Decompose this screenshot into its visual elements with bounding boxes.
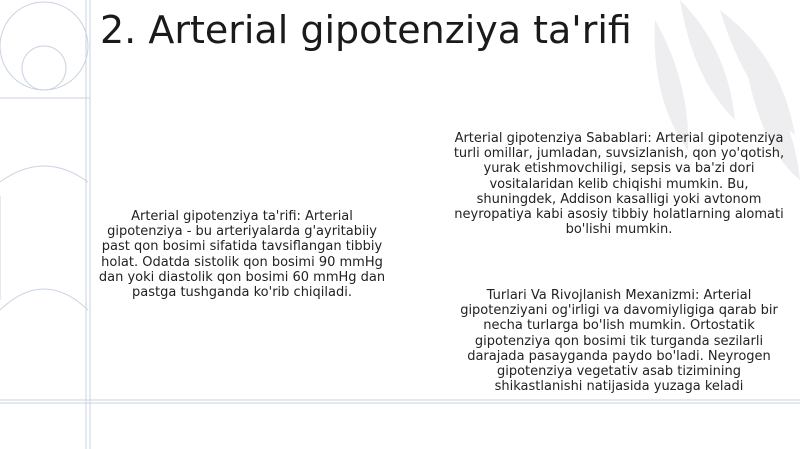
definition-text: Arterial gipotenziya ta'rifi: Arterial gipotenziya - bu arteriyalarda g'ayritabiiy past qon bosimi sifatida tavsiflangan tibbiy holat. Odatda sistolik qon bosimi 90 mmHg dan yoki diastolik qon bosimi 60 mmHg dan pastga tushganda ko'rib chiqiladi. [98, 209, 386, 301]
slide-title: 2. Arterial gipotenziya ta'rifi [100, 8, 632, 52]
types-text: Turlari Va Rivojlanish Mexanizmi: Arterial gipotenziyani og'irligi va davomiyligiga qarab bir necha turlarga bo'lish mumkin. Ortostatik gipotenziya qon bosimi tik turganda sezilarli darajada pasayganda paydo bo'ladi. Neyrogen gipotenziya vegetativ asab tizimining shikastlanishi natijasida yuzaga keladi [460, 288, 778, 395]
causes-text: Arterial gipotenziya Sabablari: Arterial gipotenziya turli omillar, jumladan, suvsizlanish, qon yo'qotish, yurak etishmovchiligi, sepsis va ba'zi dori vositalaridan kelib chiqishi mumkin. Bu, shuningdek, Addison kasalligi yoki avtonom neyropatiya kabi asosiy tibbiy holatlarning alomati bo'lishi mumkin. [453, 131, 785, 238]
